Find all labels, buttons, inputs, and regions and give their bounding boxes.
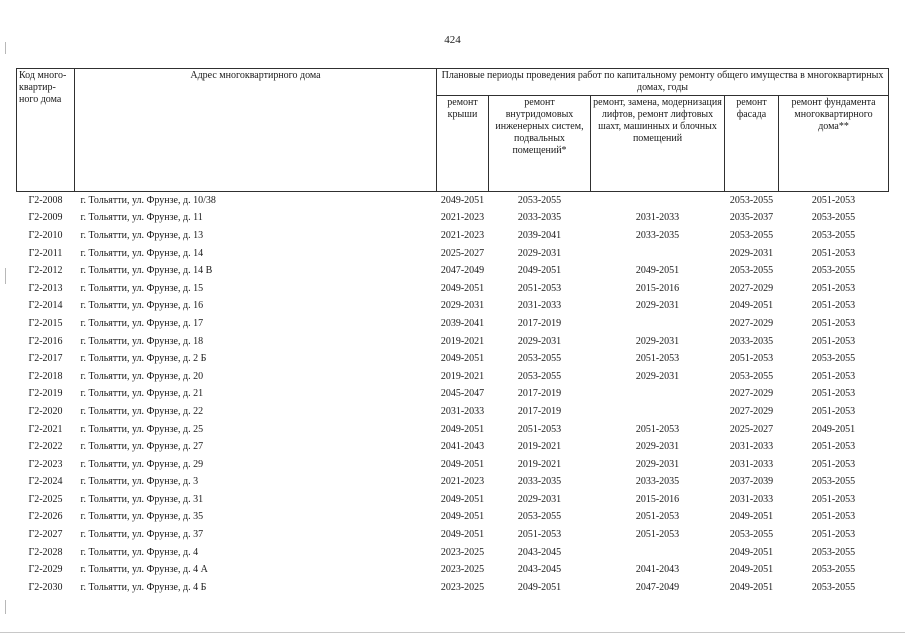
table-row	[17, 315, 889, 333]
cell-facade: 2053-2055	[729, 370, 774, 382]
cell-engineering: 2049-2051	[517, 265, 562, 277]
cell-engineering: 2029-2031	[517, 247, 562, 259]
table-row	[17, 544, 889, 562]
cell-engineering: 2051-2053	[517, 529, 562, 541]
cell-foundation: 2051-2053	[811, 493, 856, 505]
cell-engineering: 2017-2019	[517, 405, 562, 417]
table-row	[17, 227, 889, 245]
cell-foundation: 2051-2053	[811, 370, 856, 382]
cell-code: Г2-2025	[28, 493, 63, 505]
cell-elevators: 2051-2053	[635, 353, 680, 365]
cell-engineering: 2053-2055	[517, 194, 562, 206]
cell-elevators: 2033-2035	[635, 476, 680, 488]
cell-elevators: 2047-2049	[635, 581, 680, 593]
cell-foundation: 2051-2053	[811, 388, 856, 400]
table-row	[17, 298, 889, 316]
cell-code: Г2-2021	[28, 423, 63, 435]
cell-code: Г2-2017	[28, 353, 63, 365]
cell-address: г. Тольятти, ул. Фрунзе, д. 37	[80, 529, 204, 541]
cell-roof: 2039-2041	[440, 317, 485, 329]
table-row	[17, 456, 889, 474]
cell-elevators: 2049-2051	[635, 265, 680, 277]
cell-address: г. Тольятти, ул. Фрунзе, д. 29	[80, 458, 204, 470]
cell-facade: 2049-2051	[729, 300, 774, 312]
cell-address: г. Тольятти, ул. Фрунзе, д. 4	[80, 546, 199, 558]
cell-engineering: 2019-2021	[517, 441, 562, 453]
repair-schedule-table	[16, 68, 889, 597]
cell-elevators	[591, 315, 725, 333]
header-facade: ремонт фасада	[725, 96, 779, 192]
cell-address: г. Тольятти, ул. Фрунзе, д. 14	[80, 247, 204, 259]
header-periods-group: Плановые периоды проведения работ по капитальному ремонту общего имущества в многоквартирных домах, годы	[437, 69, 889, 96]
cell-engineering: 2017-2019	[517, 388, 562, 400]
cell-address: г. Тольятти, ул. Фрунзе, д. 21	[80, 388, 204, 400]
cell-engineering: 2031-2033	[517, 300, 562, 312]
cell-elevators	[591, 192, 725, 210]
cell-roof: 2029-2031	[440, 300, 485, 312]
cell-roof: 2049-2051	[440, 282, 485, 294]
cell-foundation: 2051-2053	[811, 282, 856, 294]
cell-facade: 2049-2051	[729, 546, 774, 558]
table-row	[17, 210, 889, 228]
cell-foundation: 2051-2053	[811, 247, 856, 259]
cell-code: Г2-2012	[28, 265, 63, 277]
cell-foundation: 2053-2055	[811, 212, 856, 224]
cell-roof: 2049-2051	[440, 493, 485, 505]
cell-address: г. Тольятти, ул. Фрунзе, д. 22	[80, 405, 204, 417]
table-row	[17, 192, 889, 210]
cell-code: Г2-2024	[28, 476, 63, 488]
repair-schedule-table-wrapper	[16, 68, 888, 597]
cell-elevators: 2029-2031	[635, 335, 680, 347]
cell-foundation: 2051-2053	[811, 194, 856, 206]
table-row	[17, 280, 889, 298]
scan-artifact-line	[5, 268, 6, 284]
cell-address: г. Тольятти, ул. Фрунзе, д. 4 Б	[80, 581, 207, 593]
cell-engineering: 2049-2051	[517, 581, 562, 593]
cell-elevators: 2051-2053	[635, 529, 680, 541]
table-body	[17, 192, 889, 597]
cell-elevators: 2015-2016	[635, 493, 680, 505]
cell-facade: 2035-2037	[729, 212, 774, 224]
cell-facade: 2031-2033	[729, 441, 774, 453]
cell-foundation: 2051-2053	[811, 529, 856, 541]
cell-roof: 2041-2043	[440, 441, 485, 453]
cell-engineering: 2053-2055	[517, 511, 562, 523]
cell-facade: 2049-2051	[729, 511, 774, 523]
cell-foundation: 2051-2053	[811, 511, 856, 523]
cell-facade: 2033-2035	[729, 335, 774, 347]
cell-foundation: 2053-2055	[811, 476, 856, 488]
cell-elevators: 2029-2031	[635, 441, 680, 453]
cell-foundation: 2051-2053	[811, 335, 856, 347]
cell-roof: 2019-2021	[440, 370, 485, 382]
header-foundation: ремонт фундамента многоквартирного дома**	[779, 96, 889, 192]
cell-elevators	[591, 245, 725, 263]
table-row	[17, 333, 889, 351]
cell-facade: 2025-2027	[729, 423, 774, 435]
cell-foundation: 2051-2053	[811, 441, 856, 453]
table-row	[17, 386, 889, 404]
cell-address: г. Тольятти, ул. Фрунзе, д. 14 В	[80, 265, 213, 277]
cell-facade: 2031-2033	[729, 458, 774, 470]
cell-engineering: 2043-2045	[517, 546, 562, 558]
cell-elevators	[591, 403, 725, 421]
header-address: Адрес многоквартирного дома	[75, 69, 437, 192]
cell-code: Г2-2018	[28, 370, 63, 382]
cell-elevators: 2041-2043	[635, 564, 680, 576]
cell-engineering: 2039-2041	[517, 229, 562, 241]
cell-address: г. Тольятти, ул. Фрунзе, д. 25	[80, 423, 204, 435]
table-row	[17, 526, 889, 544]
cell-roof: 2023-2025	[440, 546, 485, 558]
table-row	[17, 509, 889, 527]
cell-facade: 2053-2055	[729, 229, 774, 241]
cell-facade: 2037-2039	[729, 476, 774, 488]
header-roof: ремонт крыши	[437, 96, 489, 192]
cell-code: Г2-2019	[28, 388, 63, 400]
cell-code: Г2-2016	[28, 335, 63, 347]
cell-roof: 2019-2021	[440, 335, 485, 347]
cell-facade: 2053-2055	[729, 265, 774, 277]
cell-engineering: 2029-2031	[517, 493, 562, 505]
cell-roof: 2021-2023	[440, 212, 485, 224]
cell-address: г. Тольятти, ул. Фрунзе, д. 31	[80, 493, 204, 505]
cell-elevators: 2031-2033	[635, 212, 680, 224]
cell-roof: 2025-2027	[440, 247, 485, 259]
cell-address: г. Тольятти, ул. Фрунзе, д. 11	[80, 212, 203, 224]
cell-roof: 2049-2051	[440, 511, 485, 523]
cell-facade: 2029-2031	[729, 247, 774, 259]
page-number: 424	[444, 34, 461, 46]
table-row	[17, 421, 889, 439]
scan-artifact-line	[5, 600, 6, 614]
cell-facade: 2049-2051	[729, 581, 774, 593]
cell-facade: 2049-2051	[729, 564, 774, 576]
cell-engineering: 2019-2021	[517, 458, 562, 470]
cell-address: г. Тольятти, ул. Фрунзе, д. 15	[80, 282, 204, 294]
cell-elevators	[591, 544, 725, 562]
cell-foundation: 2053-2055	[811, 229, 856, 241]
cell-facade: 2051-2053	[729, 353, 774, 365]
header-elevators: ремонт, замена, модернизация лифтов, ремонт лифтовых шахт, машинных и блочных помещений	[591, 96, 725, 192]
cell-roof: 2023-2025	[440, 564, 485, 576]
cell-foundation: 2053-2055	[811, 546, 856, 558]
cell-elevators: 2029-2031	[635, 300, 680, 312]
cell-address: г. Тольятти, ул. Фрунзе, д. 2 Б	[80, 353, 207, 365]
cell-foundation: 2049-2051	[811, 423, 856, 435]
header-code: Код много-квартир-ного дома	[17, 69, 75, 192]
cell-engineering: 2053-2055	[517, 370, 562, 382]
cell-roof: 2049-2051	[440, 423, 485, 435]
header-engineering: ремонт внутридомовых инженерных систем, подвальных помещений*	[489, 96, 591, 192]
cell-code: Г2-2020	[28, 405, 63, 417]
cell-address: г. Тольятти, ул. Фрунзе, д. 13	[80, 229, 204, 241]
cell-elevators: 2051-2053	[635, 511, 680, 523]
cell-address: г. Тольятти, ул. Фрунзе, д. 18	[80, 335, 204, 347]
cell-code: Г2-2008	[28, 194, 63, 206]
cell-elevators	[591, 386, 725, 404]
cell-facade: 2027-2029	[729, 405, 774, 417]
cell-address: г. Тольятти, ул. Фрунзе, д. 4 А	[80, 564, 208, 576]
cell-code: Г2-2014	[28, 300, 63, 312]
cell-roof: 2049-2051	[440, 458, 485, 470]
cell-roof: 2049-2051	[440, 194, 485, 206]
table-row	[17, 438, 889, 456]
cell-roof: 2049-2051	[440, 353, 485, 365]
cell-engineering: 2033-2035	[517, 212, 562, 224]
table-row	[17, 403, 889, 421]
cell-engineering: 2043-2045	[517, 564, 562, 576]
cell-code: Г2-2027	[28, 529, 63, 541]
cell-foundation: 2051-2053	[811, 458, 856, 470]
cell-elevators: 2051-2053	[635, 423, 680, 435]
cell-foundation: 2053-2055	[811, 564, 856, 576]
table-row	[17, 474, 889, 492]
cell-elevators: 2029-2031	[635, 458, 680, 470]
table-row	[17, 561, 889, 579]
table-row	[17, 579, 889, 597]
cell-code: Г2-2023	[28, 458, 63, 470]
cell-address: г. Тольятти, ул. Фрунзе, д. 35	[80, 511, 204, 523]
cell-address: г. Тольятти, ул. Фрунзе, д. 27	[80, 441, 204, 453]
cell-engineering: 2017-2019	[517, 317, 562, 329]
cell-code: Г2-2022	[28, 441, 63, 453]
cell-foundation: 2053-2055	[811, 581, 856, 593]
cell-code: Г2-2011	[28, 247, 63, 259]
cell-address: г. Тольятти, ул. Фрунзе, д. 20	[80, 370, 204, 382]
cell-address: г. Тольятти, ул. Фрунзе, д. 3	[80, 476, 199, 488]
cell-code: Г2-2030	[28, 581, 63, 593]
page-bottom-rule	[0, 632, 905, 633]
cell-engineering: 2051-2053	[517, 423, 562, 435]
cell-engineering: 2029-2031	[517, 335, 562, 347]
cell-foundation: 2053-2055	[811, 265, 856, 277]
cell-code: Г2-2015	[28, 317, 63, 329]
table-row	[17, 491, 889, 509]
table-row	[17, 368, 889, 386]
cell-foundation: 2051-2053	[811, 317, 856, 329]
cell-address: г. Тольятти, ул. Фрунзе, д. 16	[80, 300, 204, 312]
cell-elevators: 2029-2031	[635, 370, 680, 382]
cell-facade: 2027-2029	[729, 317, 774, 329]
cell-code: Г2-2028	[28, 546, 63, 558]
cell-roof: 2021-2023	[440, 476, 485, 488]
cell-facade: 2027-2029	[729, 388, 774, 400]
cell-code: Г2-2009	[28, 212, 63, 224]
cell-roof: 2047-2049	[440, 265, 485, 277]
table-row	[17, 245, 889, 263]
cell-engineering: 2051-2053	[517, 282, 562, 294]
cell-elevators: 2015-2016	[635, 282, 680, 294]
table-row	[17, 350, 889, 368]
cell-code: Г2-2029	[28, 564, 63, 576]
cell-code: Г2-2013	[28, 282, 63, 294]
cell-facade: 2027-2029	[729, 282, 774, 294]
cell-address: г. Тольятти, ул. Фрунзе, д. 10/38	[80, 194, 216, 206]
cell-foundation: 2051-2053	[811, 405, 856, 417]
table-header	[17, 69, 889, 192]
cell-roof: 2045-2047	[440, 388, 485, 400]
cell-facade: 2053-2055	[729, 529, 774, 541]
cell-foundation: 2053-2055	[811, 353, 856, 365]
cell-foundation: 2051-2053	[811, 300, 856, 312]
cell-roof: 2049-2051	[440, 529, 485, 541]
cell-code: Г2-2010	[28, 229, 63, 241]
cell-engineering: 2053-2055	[517, 353, 562, 365]
cell-engineering: 2033-2035	[517, 476, 562, 488]
cell-roof: 2031-2033	[440, 405, 485, 417]
cell-facade: 2031-2033	[729, 493, 774, 505]
cell-elevators: 2033-2035	[635, 229, 680, 241]
cell-address: г. Тольятти, ул. Фрунзе, д. 17	[80, 317, 204, 329]
cell-roof: 2021-2023	[440, 229, 485, 241]
cell-code: Г2-2026	[28, 511, 63, 523]
cell-roof: 2023-2025	[440, 581, 485, 593]
table-row	[17, 262, 889, 280]
cell-facade: 2053-2055	[729, 194, 774, 206]
